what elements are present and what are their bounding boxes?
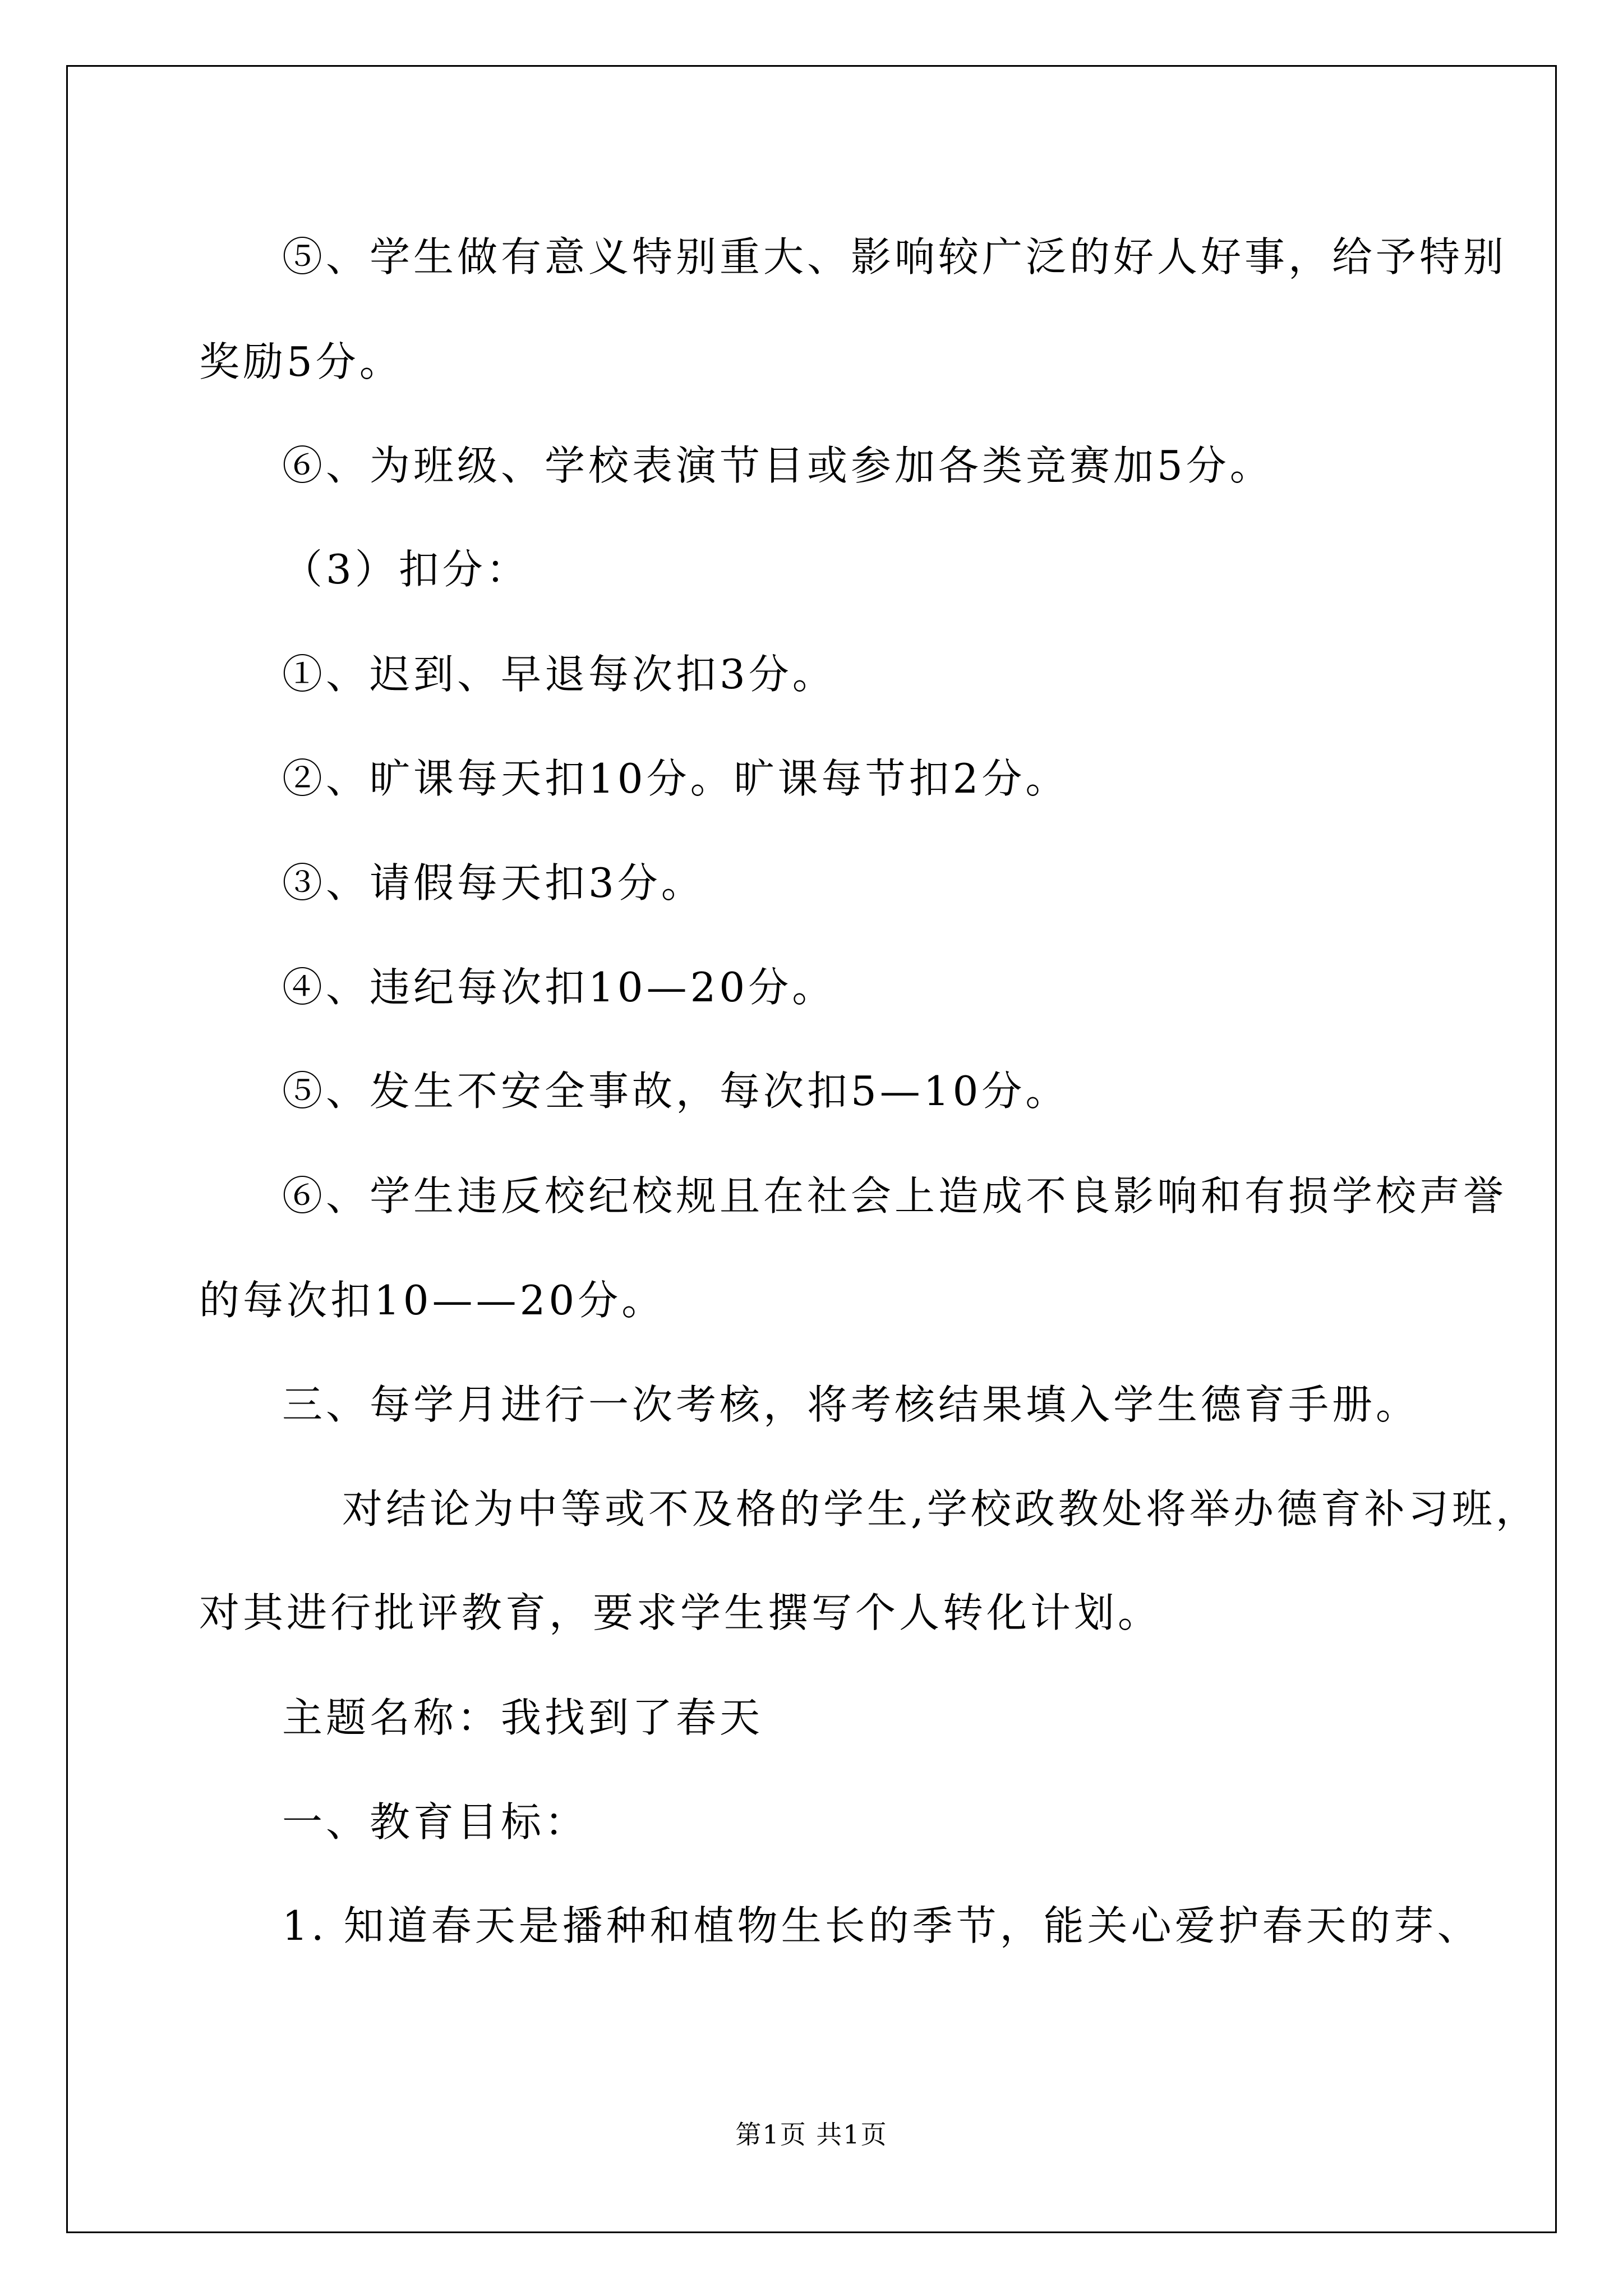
text-line: ④、违纪每次扣10—20分。: [282, 964, 836, 1011]
text-line: ⑥、为班级、学校表演节目或参加各类竞赛加5分。: [282, 442, 1274, 489]
page-footer: 第1页 共1页: [735, 2119, 888, 2150]
text-line: ⑤、学生做有意义特别重大、影响较广泛的好人好事，给予特别: [282, 233, 1507, 280]
text-line: 的每次扣10——20分。: [199, 1277, 666, 1324]
text-line: （3）扣分：: [282, 546, 530, 593]
text-line: 三、每学月进行一次考核，将考核结果填入学生德育手册。: [282, 1381, 1420, 1428]
text-line: 1. 知道春天是播种和植物生长的季节，能关心爱护春天的芽、: [282, 1902, 1481, 1949]
text-line: 对其进行批评教育，要求学生撰写个人转化计划。: [199, 1589, 1162, 1636]
text-line: 奖励5分。: [199, 338, 403, 385]
text-line: 对结论为中等或不及格的学生,学校政教处将举办德育补习班，: [342, 1485, 1539, 1533]
text-line: ③、请假每天扣3分。: [282, 859, 705, 907]
text-line: ①、迟到、早退每次扣3分。: [282, 651, 836, 698]
text-line: 主题名称：我找到了春天: [282, 1694, 764, 1741]
text-line: ②、旷课每天扣10分。旷课每节扣2分。: [282, 755, 1069, 802]
text-line: 一、教育目标：: [282, 1798, 589, 1846]
text-line: ⑤、发生不安全事故，每次扣5—10分。: [282, 1068, 1069, 1115]
text-line: ⑥、学生违反校纪校规且在社会上造成不良影响和有损学校声誉: [282, 1172, 1507, 1220]
